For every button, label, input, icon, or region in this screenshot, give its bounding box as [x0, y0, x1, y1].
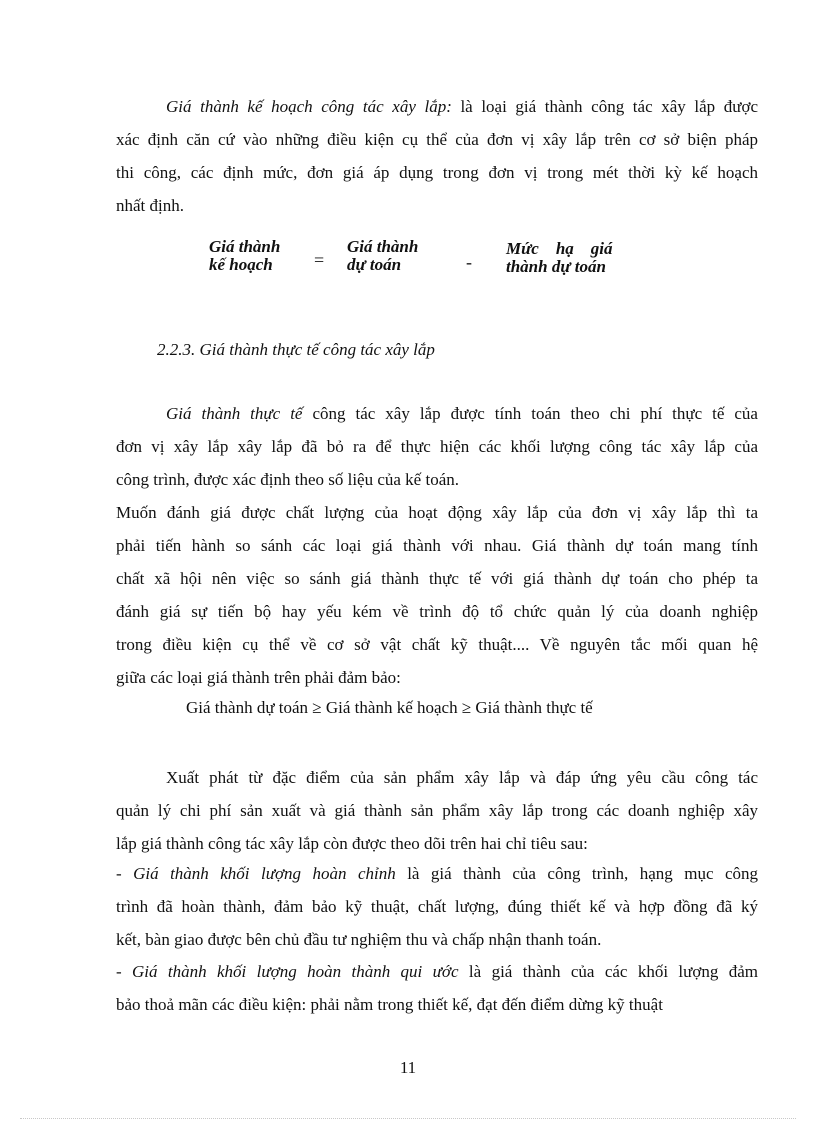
term-plan-cost: Giá thành kế hoạch công tác xây lắp: — [166, 97, 452, 116]
page-number: 11 — [399, 1058, 417, 1077]
paragraph-conventional-volume: - Giá thành khối lượng hoàn thành qui ước là giá thành của các khối lượng đảm bảo thoả mãn các điều kiện: phải nằm trong thiết kế, đạt đến điểm dừng kỹ thuật — [116, 962, 759, 1014]
document-page: Giá thành kế hoạch công tác xây lắp: là loại giá thành công tác xây lắp được xác định căn cứ vào những điều kiện cụ thể của đơn vị xây lắp trên cơ sở biện pháp thi công, các định mức, đơn giá áp dụng trong đơn vị trong mét thời kỳ kế hoạch nhất định. Giá thành kế hoạch = Giá thành dự toán - Mức hạ giá thành dự toán 2.2.3. Giá thành thực tế công tác xây lắp Giá thành thực tế công tác xây lắp được tính toán theo chi phí thực tế của đơn vị xây lắp xây lắp đã bỏ ra để thực hiện các khối lượng công tác xây lắp của công trình, được xác định theo số liệu của kế toán. Muốn đánh giá được chất lượng của hoạt động xây lắp của đơn vị xây lắp thì ta phải tiến hành so sánh các loại giá thành với nhau. Giá thành dự toán mang tính chất xã hội nên việc so sánh giá thành thực tế với giá thành dự toán cho phép ta đánh giá sự tiến bộ hay yếu kém về trình độ tổ chức quản lý của doanh nghiệp trong điều kiện cụ thể về cơ sở vật chất kỹ thuật.... Về nguyên tắc mối quan hệ giữa các loại giá thành trên phải đảm bảo: Giá thành dự toán ≥ Giá thành kế hoạch ≥ Giá thành thực tế Xuất phát từ đặc điểm của sản phẩm xây lắp và đáp ứng yêu cầu công tác quản lý chi phí sản xuất và giá thành sản phẩm xây lắp trong các doanh nghiệp xây lắp giá thành công tác xây lắp còn được theo dõi trên hai chỉ tiêu sau: - Giá thành khối lượng hoàn chỉnh là giá thành của công trình, hạng mục công trình đã hoàn thành, đảm bảo kỹ thuật, chất lượng, đúng thiết kế và hợp đồng đã ký kết, bàn giao được bên chủ đầu tư nghiệm thu và chấp nhận thanh toán. - Giá thành khối lượng hoàn thành qui ước là giá thành của các khối lượng đảm bảo thoả mãn các điều kiện: phải nằm trong thiết kế, đạt đến điểm dừng kỹ thuật 11 — [0, 0, 816, 1123]
term-actual-cost: Giá thành thực tế — [166, 404, 303, 423]
footer-dotted-border — [20, 1118, 796, 1119]
minus-sign: - — [466, 252, 472, 272]
paragraph-comparison: Muốn đánh giá được chất lượng của hoạt động xây lắp của đơn vị xây lắp thì ta phải tiến hành so sánh các loại giá thành với nhau. Giá thành dự toán mang tính chất xã hội nên việc so sánh giá thành thực tế với giá thành dự toán cho phép ta đánh giá sự tiến bộ hay yếu kém về trình độ tổ chức quản lý của doanh nghiệp trong điều kiện cụ thể về cơ sở vật chất kỹ thuật.... Về nguyên tắc mối quan hệ giữa các loại giá thành trên phải đảm bảo: — [116, 503, 758, 687]
paragraph-actual-cost: Giá thành thực tế công tác xây lắp được tính toán theo chi phí thực tế của đơn vị xây lắp xây lắp đã bỏ ra để thực hiện các khối lượng công tác xây lắp của công trình, được xác định theo số liệu của kế toán. — [116, 404, 758, 489]
equals-sign: = — [314, 250, 325, 270]
term-complete-volume: - Giá thành khối lượng hoàn chỉnh — [116, 864, 396, 883]
paragraph-indicators: Xuất phát từ đặc điểm của sản phẩm xây lắp và đáp ứng yêu cầu công tác quản lý chi phí sản xuất và giá thành sản phẩm xây lắp trong các doanh nghiệp xây lắp giá thành công tác xây lắp còn được theo dõi trên hai chỉ tiêu sau: — [116, 768, 758, 853]
section-heading: 2.2.3. Giá thành thực tế công tác xây lắp — [157, 340, 435, 359]
term-conventional-volume: - Giá thành khối lượng hoàn thành qui ước — [116, 962, 459, 981]
paragraph-plan-cost: Giá thành kế hoạch công tác xây lắp: là loại giá thành công tác xây lắp được xác định căn cứ vào những điều kiện cụ thể của đơn vị xây lắp trên cơ sở biện pháp thi công, các định mức, đơn giá áp dụng trong đơn vị trong mét thời kỳ kế hoạch nhất định. — [116, 97, 758, 215]
cost-inequality: Giá thành dự toán ≥ Giá thành kế hoạch ≥ Giá thành thực tế — [186, 698, 593, 717]
paragraph-complete-volume: - Giá thành khối lượng hoàn chỉnh là giá thành của công trình, hạng mục công trình đã hoàn thành, đảm bảo kỹ thuật, chất lượng, đúng thiết kế và hợp đồng đã ký kết, bàn giao được bên chủ đầu tư nghiệm thu và chấp nhận thanh toán. — [116, 864, 758, 949]
